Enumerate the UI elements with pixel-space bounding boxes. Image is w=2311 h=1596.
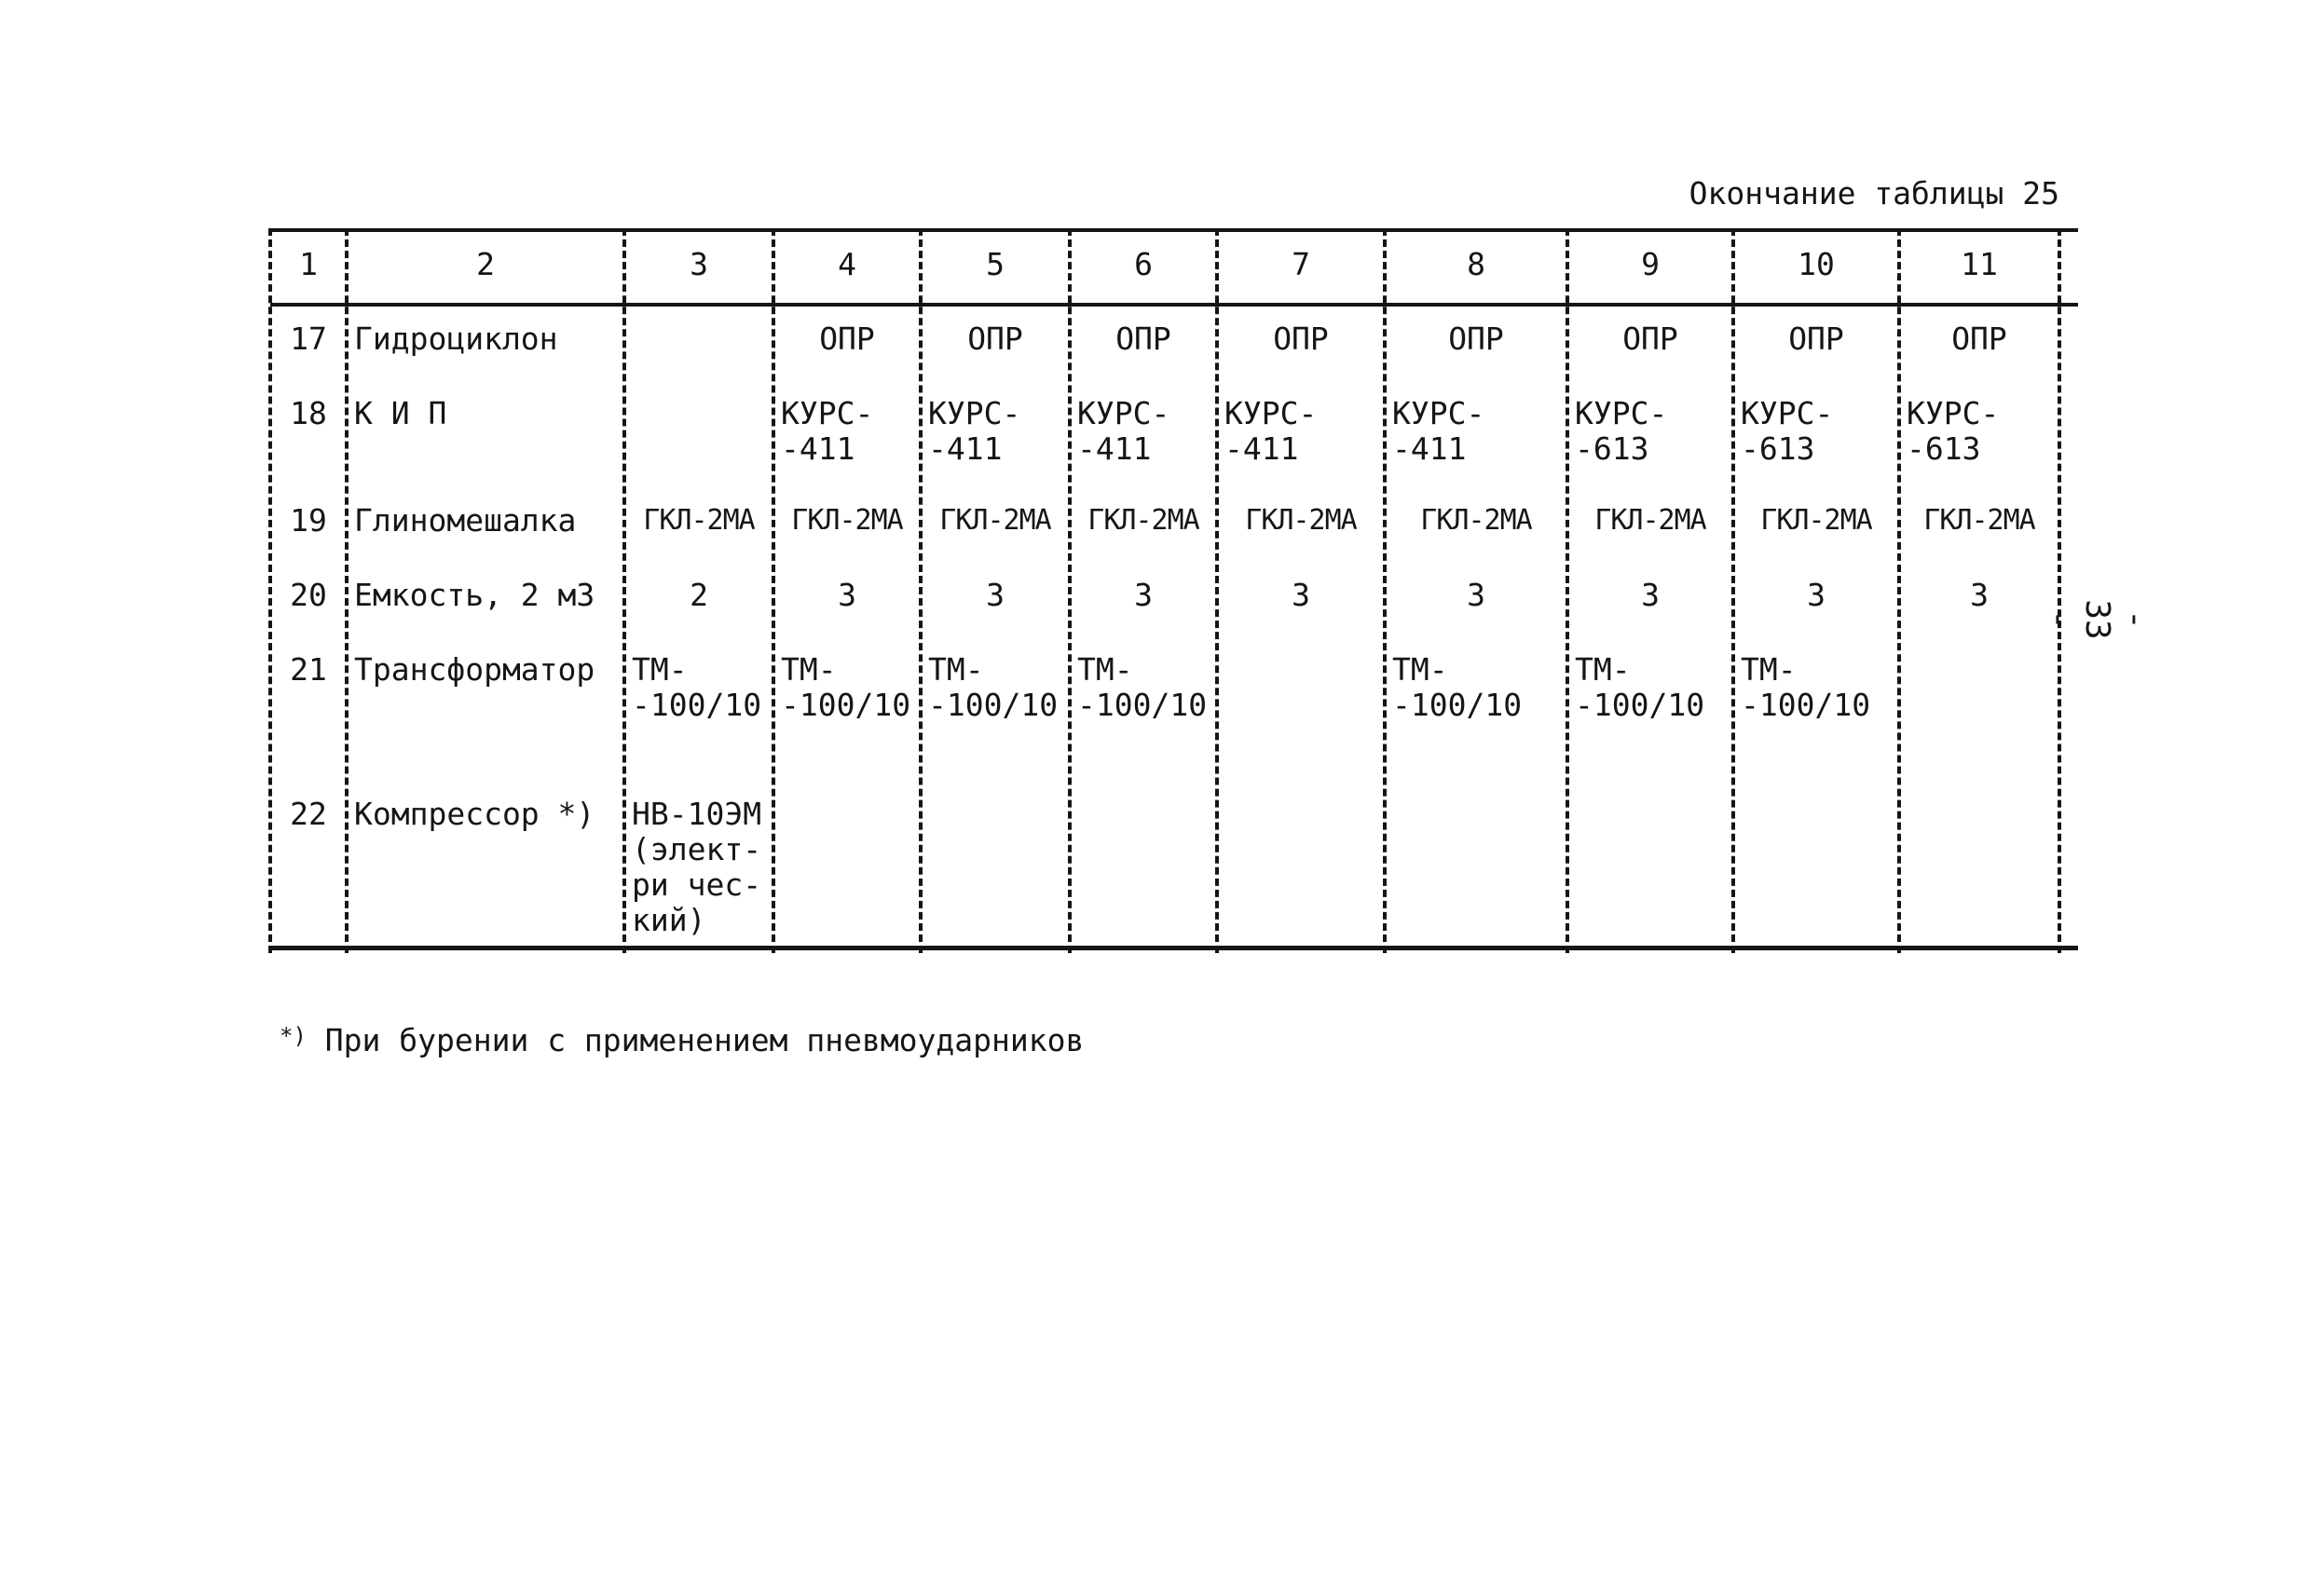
table-cell: ОПР [1448,321,1504,357]
table-cell: 3 [1467,577,1485,613]
table-cell: КУРС- -411 [1392,395,1485,467]
column-header: 5 [986,246,1005,282]
table-cell: ГКЛ-2МА [939,504,1051,537]
row-name: Компрессор *) [354,796,595,832]
table-cell: КУРС- -613 [1907,395,2000,467]
table-cell: ГКЛ-2МА [643,504,755,537]
table-cell: НВ-10ЭМ (элект- ри чес- кий) [632,796,762,938]
row-number: 18 [290,395,327,431]
table-cell: ТМ- -100/10 [632,651,762,723]
table-cell: 3 [1970,577,1989,613]
column-header: 7 [1292,246,1310,282]
table-caption: Окончание таблицы 25 [1689,175,2059,211]
table-cell: 3 [986,577,1005,613]
row-name: Емкость, 2 м3 [354,577,595,613]
column-header: 6 [1134,246,1153,282]
row-number: 22 [290,796,327,832]
column-header: 11 [1961,246,1998,282]
table-cell: ГКЛ-2МА [1420,504,1532,537]
table-cell: ГКЛ-2МА [1087,504,1199,537]
table-cell: ОПР [1788,321,1844,357]
table-cell: ОПР [1273,321,1329,357]
row-number: 19 [290,502,327,539]
row-name: К И П [354,395,447,431]
table-cell: ТМ- -100/10 [1575,651,1705,723]
row-number: 20 [290,577,327,613]
table-cell: ТМ- -100/10 [1077,651,1208,723]
table-cell: ОПР [1115,321,1171,357]
table-cell: ГКЛ-2МА [1760,504,1872,537]
table-cell: 3 [1134,577,1153,613]
table-cell: ГКЛ-2МА [1594,504,1706,537]
table-cell: 3 [1641,577,1660,613]
column-header: 2 [476,246,495,282]
table-cell: ГКЛ-2МА [1923,504,2035,537]
row-number: 17 [290,321,327,357]
table-cell: 3 [1292,577,1310,613]
footnote-text: При бурении с применением пневмоударников [324,1022,1085,1058]
column-header: 1 [299,246,318,282]
table-cell: ГКЛ-2МА [791,504,903,537]
row-number: 21 [290,651,327,688]
column-header: 3 [690,246,708,282]
row-name: Трансформатор [354,651,595,688]
table-cell: ОПР [1951,321,2007,357]
column-header: 9 [1641,246,1660,282]
table-cell: ТМ- -100/10 [928,651,1059,723]
table-cell: ГКЛ-2МА [1245,504,1357,537]
column-header: 10 [1798,246,1835,282]
table-cell: ТМ- -100/10 [1392,651,1523,723]
table-cell: КУРС- -411 [781,395,874,467]
column-header: 4 [838,246,856,282]
table-rule [270,228,2078,232]
table-cell: ТМ- -100/10 [781,651,911,723]
table-cell: КУРС- -411 [928,395,1021,467]
table-cell: 3 [838,577,856,613]
table-cell: КУРС- -613 [1741,395,1834,467]
table-cell: КУРС- -613 [1575,395,1668,467]
page-number: - 33 - [2040,599,2154,640]
header-rule [270,303,2078,307]
table-cell: КУРС- -411 [1077,395,1170,467]
table-cell: ОПР [1622,321,1678,357]
table-cell: ОПР [967,321,1023,357]
equipment-table [270,228,2078,953]
row-name: Глиномешалка [354,502,577,539]
table-rule [270,946,2078,950]
table-cell: 2 [690,577,708,613]
row-name: Гидроциклон [354,321,558,357]
footnote [280,1022,1084,1058]
table-cell: ТМ- -100/10 [1741,651,1871,723]
table-cell: ОПР [819,321,875,357]
table-cell: КУРС- -411 [1224,395,1318,467]
table-cell: 3 [1807,577,1826,613]
footnote-mark: *) [280,1023,307,1049]
column-header: 8 [1467,246,1485,282]
